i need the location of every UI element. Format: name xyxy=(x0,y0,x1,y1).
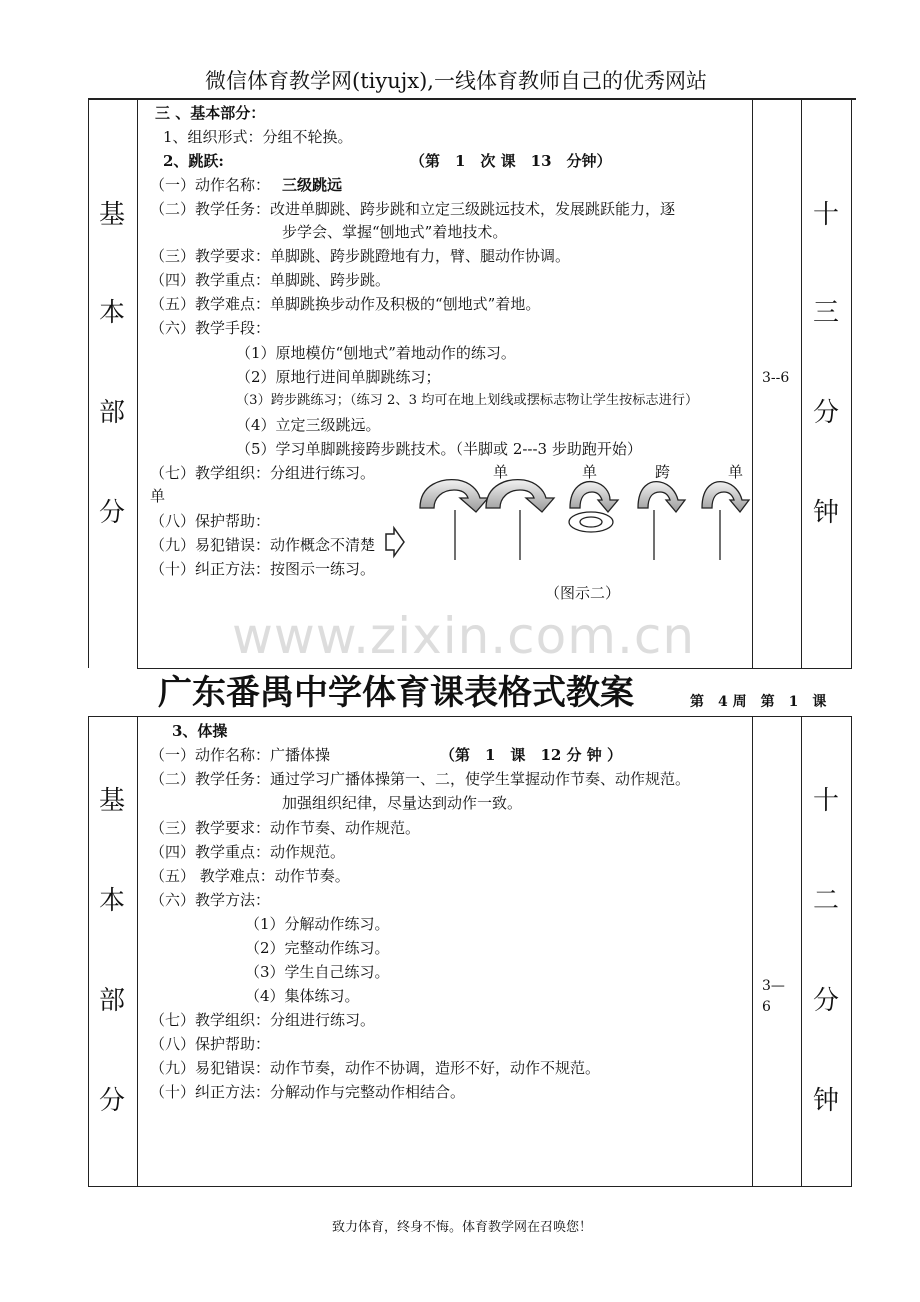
table1-col-divider xyxy=(137,98,138,669)
lesson-info: （第 1 课 12 分 钟 ） xyxy=(440,746,622,764)
table2-left-border xyxy=(88,716,89,1187)
curve-arrow-icon xyxy=(420,480,488,512)
table1-right-border xyxy=(851,98,852,669)
table2-col-divider xyxy=(752,716,753,1187)
topic-title: 2、跳跃: xyxy=(163,152,224,170)
content-line: （一）动作名称： xyxy=(150,176,271,194)
content-line: 加强组织纪律，尽量达到动作一致。 xyxy=(282,794,523,812)
side-label-char: 分 xyxy=(98,498,125,528)
reps-value: 3— xyxy=(762,978,785,994)
content-line: （四）教学重点：单脚跳、跨步跳。 xyxy=(150,271,391,289)
curve-arrow-icon xyxy=(486,480,554,512)
org-form: 1、组织形式：分组不轮换。 xyxy=(163,128,353,146)
table1-col-divider xyxy=(752,98,753,669)
content-line: （二）教学任务：改进单脚跳、跨步跳和立定三级跳远技术，发展跳跃能力，逐 xyxy=(150,200,676,218)
side-label-char: 基 xyxy=(98,786,125,816)
diagram-label: 单 xyxy=(582,463,598,481)
time-label-char: 钟 xyxy=(812,1086,839,1116)
side-label-char: 本 xyxy=(98,298,125,328)
content-line: （八）保护帮助： xyxy=(150,1035,271,1053)
reps-value: 6 xyxy=(762,999,771,1015)
method-item: （5）学习单脚跳接跨步跳技术。（半脚或 2---3 步助跑开始） xyxy=(236,440,642,458)
jump-diagram xyxy=(380,470,752,570)
table2-col-divider xyxy=(801,716,802,1187)
content-line: （三）教学要求：单脚跳、跨步跳蹬地有力，臂、腿动作协调。 xyxy=(150,247,571,265)
method-item: （4）立定三级跳远。 xyxy=(236,416,381,434)
time-label-char: 分 xyxy=(812,398,839,428)
time-label-char: 三 xyxy=(812,298,839,328)
content-line: （一）动作名称：广播体操 xyxy=(150,746,331,764)
time-label-char: 分 xyxy=(812,986,839,1016)
time-label-char: 二 xyxy=(812,886,839,916)
time-label-char: 钟 xyxy=(812,498,839,528)
content-line: （八）保护帮助： xyxy=(150,512,271,530)
content-line: （三）教学要求：动作节奏、动作规范。 xyxy=(150,819,421,837)
diagram-label: 单 xyxy=(728,463,744,481)
section-heading: 3、体操 xyxy=(172,722,228,740)
content-line: 单 xyxy=(150,487,166,505)
time-label-char: 十 xyxy=(812,200,839,230)
content-line: （五）教学难点：单脚跳换步动作及积极的“刨地式”着地。 xyxy=(150,295,541,313)
method-item: （2）原地行进间单脚跳练习； xyxy=(236,368,441,386)
lesson-info: （第 1 次 课 13 分钟） xyxy=(410,152,612,170)
table2-bottom-border xyxy=(88,1186,852,1187)
site-banner: 微信体育教学网(tiyujx),一线体育教师自己的优秀网站 xyxy=(205,69,707,93)
content-line: （十）纠正方法：分解动作与完整动作相结合。 xyxy=(150,1083,466,1101)
table1-top-border xyxy=(88,98,856,100)
content-line: （五） 教学难点：动作节奏。 xyxy=(150,867,350,885)
page-title: 广东番禺中学体育课表格式教案 xyxy=(158,673,634,713)
content-line: （六）教学方法： xyxy=(150,891,271,909)
table2-top-border xyxy=(88,716,852,717)
content-line: （九）易犯错误：动作概念不清楚 xyxy=(150,536,376,554)
content-line: （四）教学重点：动作规范。 xyxy=(150,843,346,861)
method-item: （1）原地模仿“刨地式”着地动作的练习。 xyxy=(236,344,516,362)
content-line: 步学会、掌握“刨地式”着地技术。 xyxy=(282,223,508,241)
table2-col-divider xyxy=(137,716,138,1187)
curve-arrow-icon xyxy=(570,482,618,512)
time-label-char: 十 xyxy=(812,786,839,816)
content-line: （二）教学任务：通过学习广播体操第一、二，使学生掌握动作节奏、动作规范。 xyxy=(150,770,691,788)
table2-right-border xyxy=(851,716,852,1187)
footer-text: 致力体育，终身不悔。体育教学网在召唤您！ xyxy=(332,1220,593,1235)
section-heading: 三 、基本部分： xyxy=(155,104,266,122)
method-item: （3）跨步跳练习；（练习 2、3 均可在地上划线或摆标志物让学生按标志进行） xyxy=(236,393,699,408)
content-line: （九）易犯错误：动作节奏，动作不协调，造形不好，动作不规范。 xyxy=(150,1059,601,1077)
side-label-char: 基 xyxy=(98,200,125,230)
action-name: 三级跳远 xyxy=(282,176,343,194)
content-line: （七）教学组织：分组进行练习。 xyxy=(150,464,376,482)
week-lesson-info: 第 4 周 第 1 课 xyxy=(690,694,827,710)
curve-arrow-icon xyxy=(702,482,749,512)
side-label-char: 分 xyxy=(98,1086,125,1116)
method-item: （4）集体练习。 xyxy=(245,987,360,1005)
arrow-icon xyxy=(386,528,404,556)
side-label-char: 部 xyxy=(98,986,125,1016)
method-item: （1）分解动作练习。 xyxy=(245,915,390,933)
method-item: （2）完整动作练习。 xyxy=(245,939,390,957)
watermark: www.zixin.com.cn xyxy=(232,607,696,665)
curve-arrow-icon xyxy=(638,482,685,512)
content-line: （六）教学手段： xyxy=(150,319,271,337)
content-line: （七）教学组织：分组进行练习。 xyxy=(150,1011,376,1029)
content-line: （十）纠正方法：按图示一练习。 xyxy=(150,560,376,578)
method-item: （3）学生自己练习。 xyxy=(245,963,390,981)
table1-left-border xyxy=(88,98,89,668)
table1-bottom-border xyxy=(137,668,852,669)
side-label-char: 部 xyxy=(98,398,125,428)
diagram-label: 跨 xyxy=(655,463,671,481)
diagram-label: 单 xyxy=(493,463,509,481)
table1-col-divider xyxy=(801,98,802,669)
side-label-char: 本 xyxy=(98,886,125,916)
diagram-caption: （图示二） xyxy=(545,584,621,602)
reps-value: 3--6 xyxy=(762,370,790,386)
